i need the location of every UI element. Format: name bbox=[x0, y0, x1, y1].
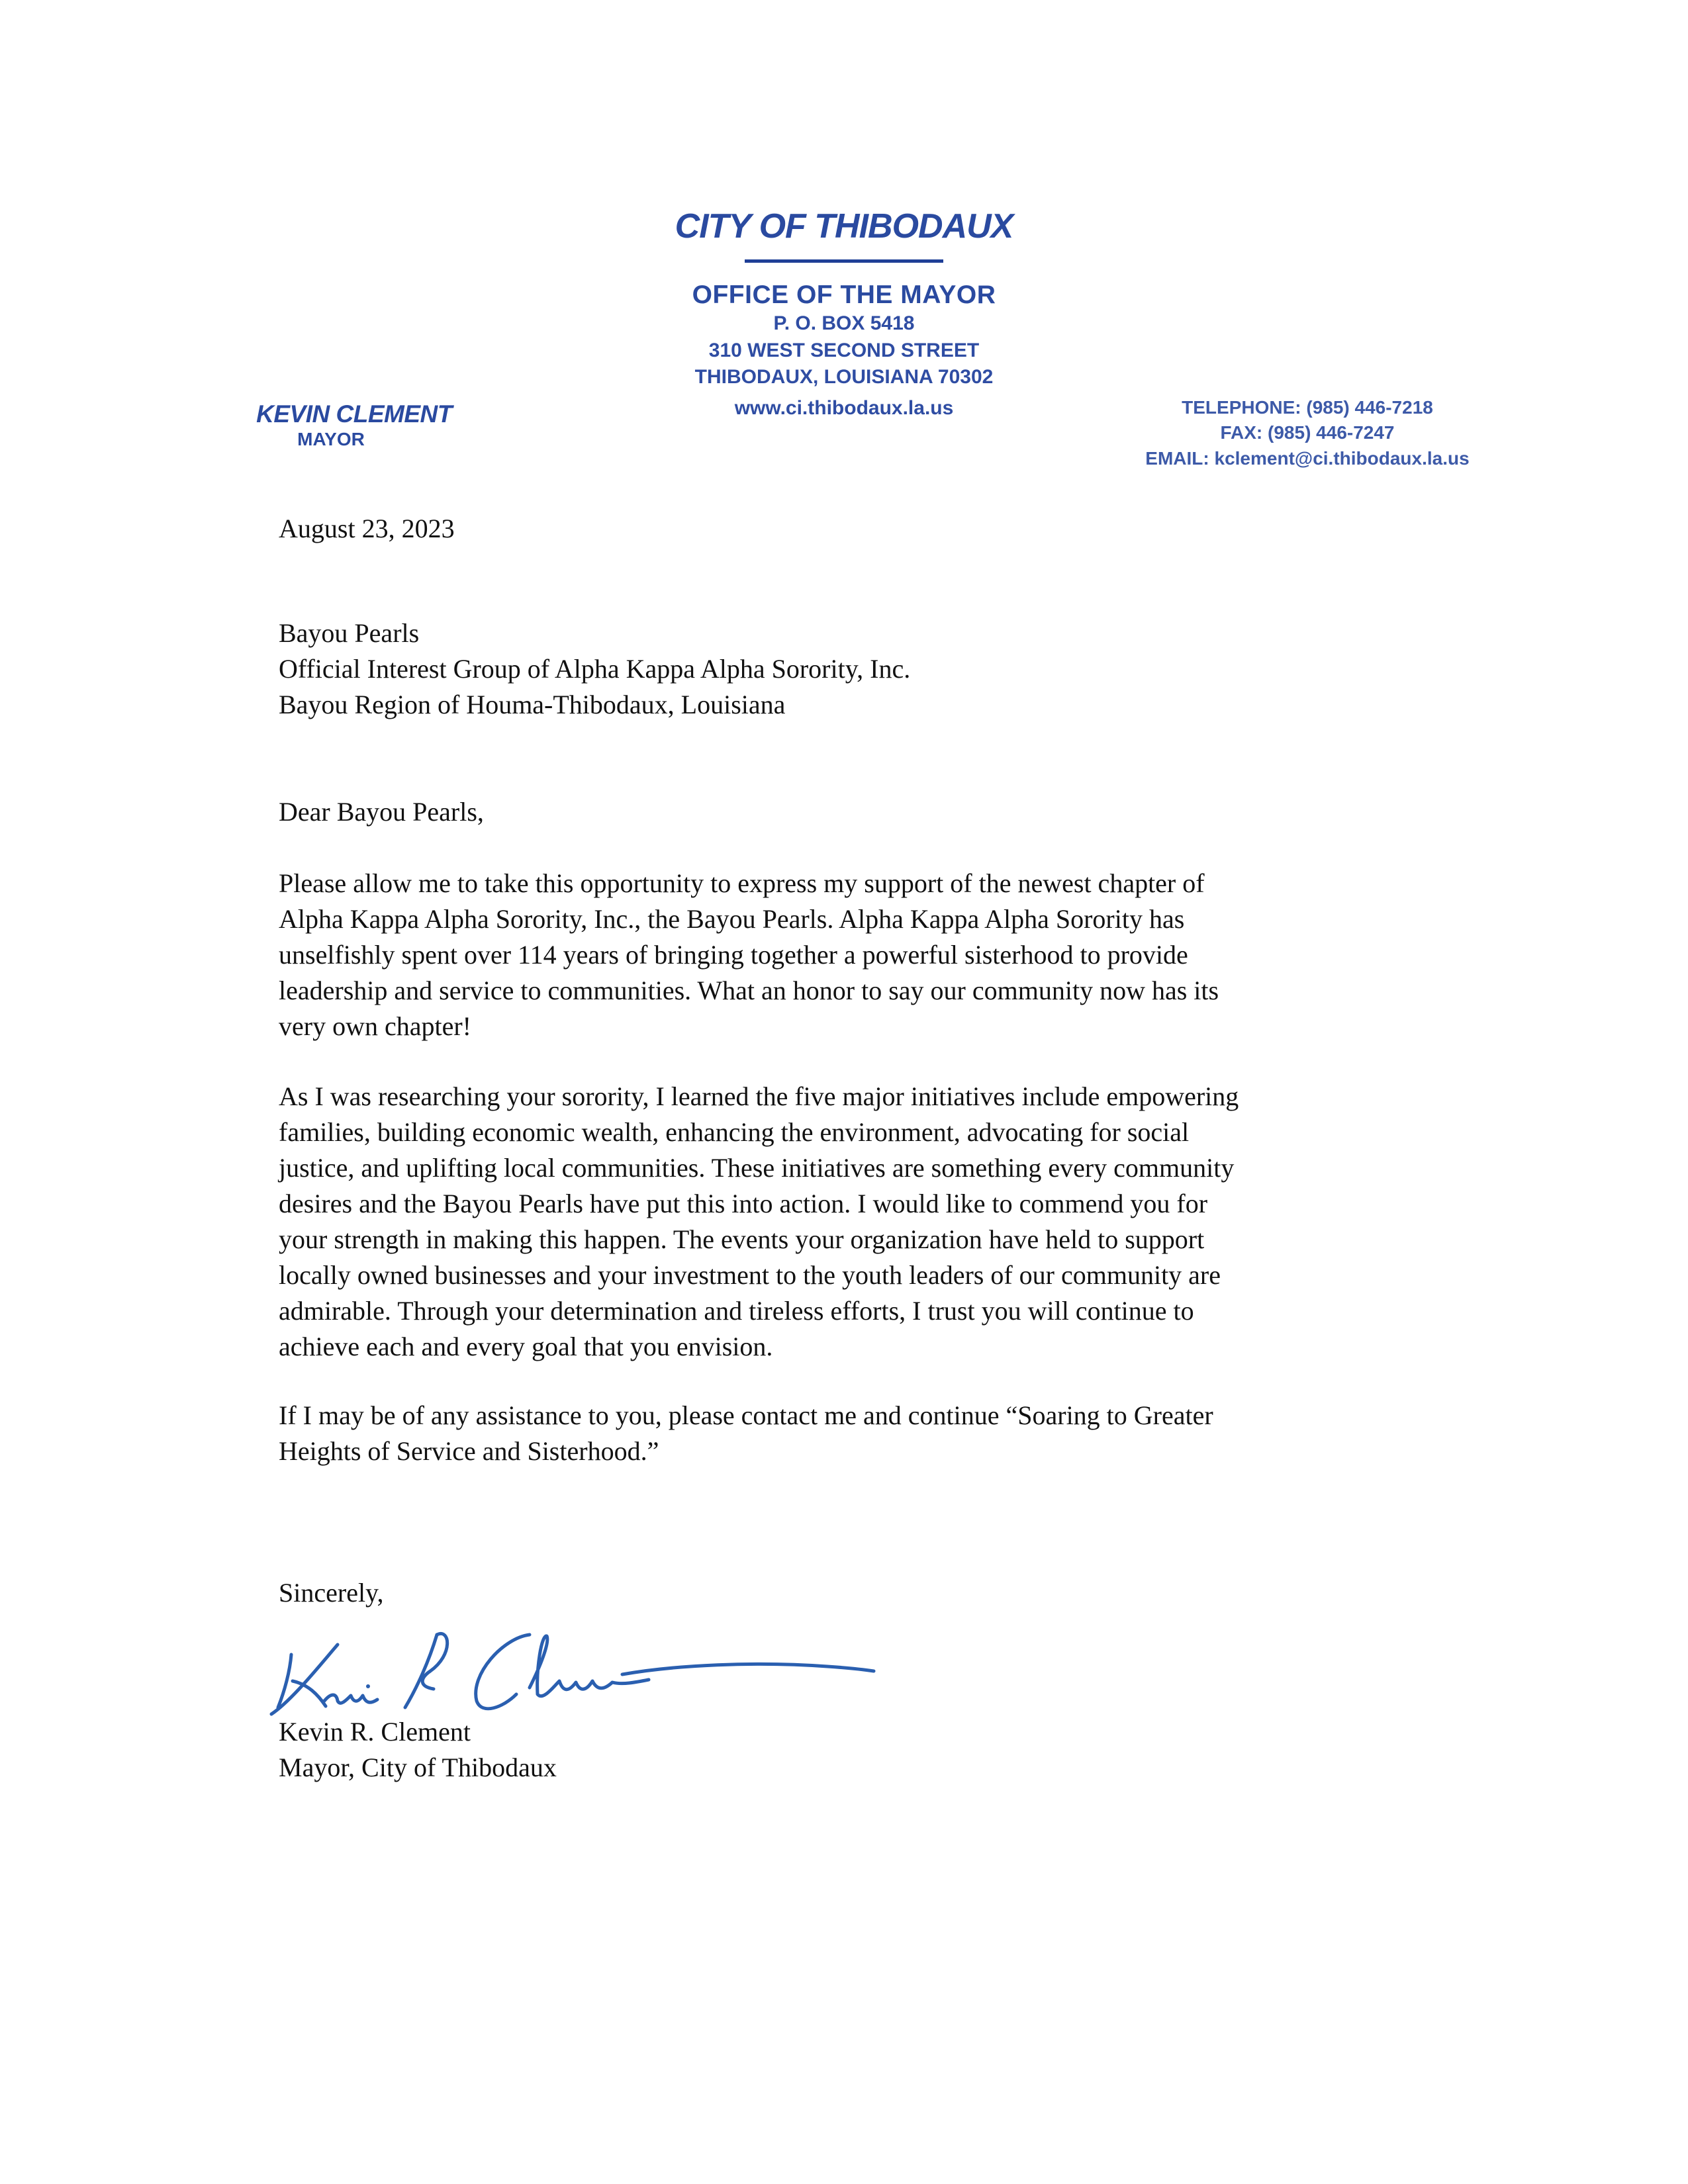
paragraph-2 bbox=[279, 1079, 1239, 1365]
paragraph-line: families, building economic wealth, enhancing the environment, advocating for social bbox=[279, 1117, 1190, 1147]
paragraph-line: Heights of Service and Sisterhood.” bbox=[279, 1436, 659, 1466]
paragraph-line: desires and the Bayou Pearls have put this into action. I would like to commend you for bbox=[279, 1189, 1208, 1218]
recipient-line: Bayou Pearls bbox=[279, 618, 420, 648]
paragraph-line: leadership and service to communities. What an honor to say our community now has its bbox=[279, 976, 1219, 1005]
website: www.ci.thibodaux.la.us bbox=[734, 397, 954, 419]
address-city-state: THIBODAUX, LOUISIANA 70302 bbox=[694, 366, 994, 388]
letterhead-mayor-name: KEVIN CLEMENT bbox=[256, 400, 452, 428]
signature bbox=[252, 1608, 887, 1727]
paragraph-line: If I may be of any assistance to you, please contact me and continue “Soaring to Greater bbox=[279, 1400, 1213, 1430]
paragraph-line: your strength in making this happen. The events your organization have held to support bbox=[279, 1224, 1205, 1254]
paragraph-line: unselfishly spent over 114 years of bringing together a powerful sisterhood to provide bbox=[279, 940, 1188, 970]
recipient-line: Bayou Region of Houma-Thibodaux, Louisiana bbox=[279, 690, 786, 719]
paragraph-line: Alpha Kappa Alpha Sorority, Inc., the Bayou Pearls. Alpha Kappa Alpha Sorority has bbox=[279, 904, 1185, 934]
signer-name: Kevin R. Clement bbox=[279, 1717, 471, 1747]
letter-date: August 23, 2023 bbox=[279, 514, 455, 543]
signer-title: Mayor, City of Thibodaux bbox=[279, 1752, 557, 1782]
letterhead-mayor-title: MAYOR bbox=[297, 429, 365, 449]
email: EMAIL: kclement@ci.thibodaux.la.us bbox=[1145, 448, 1470, 469]
title-divider bbox=[745, 259, 943, 263]
address-po-box: P. O. BOX 5418 bbox=[773, 312, 915, 334]
paragraph-3 bbox=[279, 1398, 1213, 1469]
address-street: 310 WEST SECOND STREET bbox=[708, 340, 980, 361]
paragraph-line: As I was researching your sorority, I learned the five major initiatives include empowering bbox=[279, 1081, 1239, 1111]
closing: Sincerely, bbox=[279, 1578, 384, 1608]
paragraph-line: admirable. Through your determination and tireless efforts, I trust you will continue to bbox=[279, 1296, 1194, 1326]
office-title: OFFICE OF THE MAYOR bbox=[692, 281, 996, 309]
telephone: TELEPHONE: (985) 446-7218 bbox=[1182, 397, 1433, 418]
recipient-line: Official Interest Group of Alpha Kappa Alpha Sorority, Inc. bbox=[279, 654, 911, 684]
city-title: CITY OF THIBODAUX bbox=[675, 207, 1013, 246]
paragraph-line: Please allow me to take this opportunity to express my support of the newest chapter of bbox=[279, 868, 1205, 898]
paragraph-line: achieve each and every goal that you envision. bbox=[279, 1332, 773, 1361]
paragraph-line: justice, and uplifting local communities. These initiatives are something every community bbox=[279, 1153, 1235, 1183]
paragraph-1 bbox=[279, 866, 1219, 1044]
paragraph-line: locally owned businesses and your investment to the youth leaders of our community are bbox=[279, 1260, 1221, 1290]
fax: FAX: (985) 446-7247 bbox=[1220, 422, 1395, 443]
salutation: Dear Bayou Pearls, bbox=[279, 797, 484, 827]
paragraph-line: very own chapter! bbox=[279, 1011, 471, 1041]
